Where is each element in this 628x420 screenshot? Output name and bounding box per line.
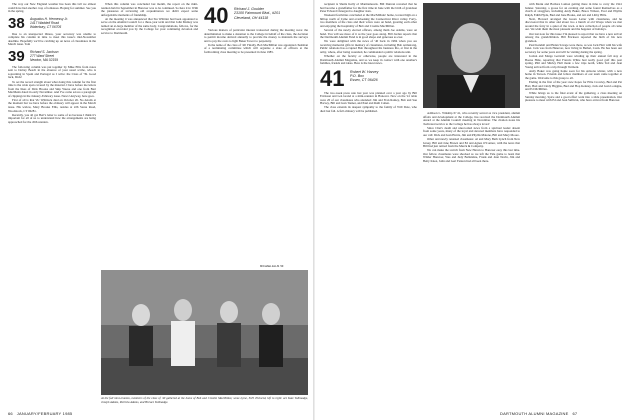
- class-year: 40: [204, 3, 229, 28]
- secretary-street: P.O. Box: [350, 73, 364, 78]
- left-column-3: [204, 3, 308, 265]
- paragraph: The class extends its deepest sympathy to the family of Will Dole, who died last fall. A full obituary will be published.: [320, 105, 417, 113]
- secretary-street: 23100 Fairmount Blvd., #201: [234, 11, 281, 16]
- paragraph: We were delighted with the news of '40 back in 1984 when you are receiving memorial gifts in memory of classmates, including Bob Armstrong, Public relations has occupied Bob throughout his business life, at first in the army, where, after being wounded, he commanded a public relations unit.: [320, 39, 417, 54]
- paragraph: Andy Baker was going home soon for his Arizona winter, with a new home in Tucson. Friends and fellow members of our team came together at the game. Welcome to this group to all.: [525, 68, 622, 80]
- magazine-name: DARTMOUTH ALUMNI MAGAZINE: [500, 411, 569, 416]
- paragraph: Due to an unexpected illness, your secretary was unable to complete his column in time to meet this issue's mid-November deadline. Hopefully we'll be catching up on news of classmates in the March issue. Tom: [8, 31, 96, 47]
- secretary-street: 1417 Waddell Road: [30, 20, 59, 25]
- secretary-name: Robert W. Harvey: [350, 69, 379, 74]
- paragraph: Several of the newly elected officers, among them Joe Adams, were on hand. You will see more of it as the year goes along. Bill Jordan reports that the Dartmouth Alumni Fund is in good shape and generous as ever.: [320, 28, 417, 40]
- paragraph: with Monk and Barbara Lamon getting there in time to carry the 1941 banner. Saturday, a goose for an evening and some found themselves as a clutch of stragglers, including Andy Baker, Bruce Wilson, Fred and Phyllis Ralph, Edith Hyde, Bud and Jane Hooks, and Art and Libby Hills.: [525, 3, 622, 17]
- right-column-1: [320, 3, 417, 407]
- portrait-image: [423, 3, 520, 108]
- left-column-1: [8, 3, 96, 407]
- paragraph: Other and newly returned classmates: Al and Mary Beth Lynch from New Jersey, Bill and Jane Brown and Ed and Agnes O'Connor, with the news that Bill had just retired from the Merck & Company.: [423, 137, 520, 149]
- secretary-name: Richard S. Jackson: [30, 49, 59, 54]
- paragraph: Whether on the faculty or otherwise, people are interested in the Dartmouth Alumni Magazine, and so we keep in contact with one another's families, friends and ideas. Here is the latest news.: [320, 54, 417, 66]
- paragraph: Recently, you all got Bert's letter to some of us because I think it's important for all of us to understand how the arrangements are being approached for the 45th reunion.: [8, 112, 96, 124]
- paragraph: Various matters of particular interest transacted during the meeting were: the determination to make a donation to the College in behalf of the class, the decision to permit income derived annually to provide the money to maintain the surveys and to pay the costs to light Baker Tower to perpetuity.: [204, 28, 308, 43]
- paragraph: Our last note for this issue: I'm pleased to report that we have a new arrival among the grandchildren. Bill Erickson reported the birth of his new grandson.: [525, 31, 622, 43]
- paragraph: The two-week press sale last year was planned over a year ago by Bill Erickson and Len Grand at a mini-reunion in Hanover. Now on the '41 table were 20 of our classmates who attended: Jim and Fran Rainey, Bob and Sue Harvey, Bill and Jean Tanner, and Paul and Ruth Cohen.: [320, 90, 417, 106]
- paragraph: Jordan and Marge Gottstall were winding up their annual fall stay at Boone Hide, reporting that Francis White had really good golf this past spring. Phil and Shirley Hall made a few trips north, while Ted and Jean Young arrived from a trip through Vermont.: [525, 54, 622, 69]
- secretary-city: Waterbury, CT 06705: [30, 24, 62, 29]
- secretary-name: Richard J. Goulder: [234, 7, 264, 11]
- portrait-photo: [423, 3, 520, 108]
- class-heading-40: [204, 5, 308, 27]
- footer-right: [500, 411, 577, 416]
- left-column-2: [101, 3, 198, 265]
- issue-date: JANUARY/FEBRUARY 1985: [16, 411, 73, 416]
- class-secretary-address: [30, 16, 68, 31]
- paragraph: Ending in the first of the year: new hopes for Ellie Crowley, Bud and Pat Hart, Bud and Cindy Higgins, Bud and Hop Kenney, Jack and Jean Lodagne, and Ed McMillan.: [525, 80, 622, 92]
- class-heading-38: [8, 16, 96, 31]
- paragraph: To set the record straight about what doing this column for the first time is the wide span covered by the material. I have before me letters from the likes of Dick Brooks and Skip Weese and one from Bert MacMenn dated in early November. And I've come across a paragraph of clippings in the January-February issue. News! Anyway, here goes.: [8, 79, 96, 98]
- class-heading-39: [8, 49, 96, 64]
- photo-image: [101, 270, 308, 395]
- class-year: 39: [8, 47, 25, 65]
- secretary-city: Cleveland, OH 44118: [234, 15, 269, 20]
- class-photo: [101, 270, 308, 395]
- class-heading-41: [320, 65, 417, 91]
- paragraph: In the name of the class of '40: Finally, Bob MacMillan was appointed chairman of a nominating committee which will organize a slate of officers at the forthcoming class meeting to be presented in June 1985.: [204, 42, 308, 54]
- paragraph: When this column was concluded last month, the report on the mini-reunion held in September in Hanover was to be continued. So here it is: With the pleasures of reviewing old acquaintances we didn't expect some unforgettable moments of friendship.: [101, 3, 198, 17]
- paragraph: Since Chet's death and unrecorded news from a spiritual leader absent from some years, many of the loyal and devoted members have responded to our call: Dick and Jean Harris, Jim and Phyllis Malone, Bill and Mary Moore.: [423, 125, 520, 137]
- photo-caption: At the fall mini-reunion, members of the class of '40 gathered at the home of Bob and Crosbie MacMillan; some Lyme, N.H. Pictured, left to right: are Kate Tallmadge, Joseph Adams, Patricia Adams, and Horace Tallmadge.: [101, 396, 308, 404]
- paragraph: Paul Kendall and Helen Savage were there, as was Jack Hart with his wife Janet. Jack was from Hanover, now living in Bethel, Conn. He has been our secretary for some years and will be visiting during the spring.: [525, 42, 622, 54]
- footer-left: [8, 411, 72, 416]
- secretary-city: Newton, MA 02159: [30, 57, 58, 62]
- paragraph: The way our New England weather has been this fall we almost could have had another crop of tomatoes. Hoping for summer. See you in the spring.: [8, 3, 96, 14]
- right-column-2: [423, 112, 520, 407]
- paragraph: recipient is Sheila Kelly of Marmamouck. Bill Duncan revealed that he had become a grandfather for the first time in June with the birth of grandson Peter Edward Ostergard to daughter Jean.: [320, 3, 417, 14]
- page-number: 67: [572, 411, 578, 416]
- class-secretary-address: [350, 68, 378, 90]
- secretary-street: 277 Ward Street: [30, 53, 54, 58]
- class-secretary-address: [234, 5, 280, 27]
- paragraph: The following column was put together by Mike Ellis from notes sent to Delray Beach in the absence of your usual scribe, who is sojourning in Spain and Portugal as I write: the Class of '39. Good luck, Dick!: [8, 64, 96, 80]
- paragraph: First of all is that Vic Whitlock died on October 26. No details at the moment but we have before the obituary will appear in the March issue. His widow, Mary Brooks Ellis, resides at 226 Stone Road, Woodstock, CT 06281.: [8, 97, 96, 113]
- class-year: 41: [320, 65, 345, 91]
- secretary-name: Augustus H. Hennessy Jr.: [30, 16, 68, 21]
- class-secretary-address: [30, 49, 58, 64]
- paragraph: Next, Howard arranged the Green Letter with classmates, and he discovered that in other and about two a hunch of old Wasps when we met around the ferry in a quiet of the town. A nice collection of people all came out. We wish them the most pleasant and the happiest of holidays.: [525, 16, 622, 32]
- paragraph: While brings us to the final event of the gathering, a class meeting on Sunday morning. Spice and a good effort went into a slide presentation. Our pleasure to meet with Ed and Jean Sullivan, who have arrived from Hanover.: [525, 91, 622, 103]
- paragraph: We can make the switch from New Haven to Hanover easy this last time. Our fellow classmates were shocked as we left the Yale game to learn that Wilder Hanover, Wes and Judy Ballantine, Frank and Jean Nevin, Jim and Betty Knox, John and Gert Fenton had all been there.: [423, 148, 520, 163]
- right-column-3: [525, 3, 622, 407]
- paragraph: Addison L. Winship II '41, who recently served as vice president, alumni affairs and development at the College, has received the Dartmouth Alumni Award at the Alumni Council meeting in November. The citation notes his 'dedicated service to the College he has always loved.': [423, 112, 520, 126]
- paragraph: Weekend festivities concluded at the MacMillans' home, located high on a hilltop north of Lyme and overlooking the Connecticut River valley. Forty-two members of the class and their wives were on hand, greeting each other and enjoying the hospitality of Bob and Crosbie MacMillan.: [320, 13, 417, 28]
- photo-credit: MICHAEL ELLIS '39: [260, 265, 284, 268]
- page-gutter: [313, 0, 315, 420]
- class-year: 38: [8, 14, 25, 32]
- page-number: 66: [8, 411, 13, 416]
- paragraph: At the meeting it was announced that Stu Whittier had been appointed to serve on the Alumni Council for a three-year term and that John Manley was named an at-large member of the same body. Congratulations, fellows, for the recognition accorded you by the College for your continuing devotion and service to Dartmouth.: [101, 16, 198, 35]
- secretary-city: Essex, CT 06426: [350, 78, 378, 83]
